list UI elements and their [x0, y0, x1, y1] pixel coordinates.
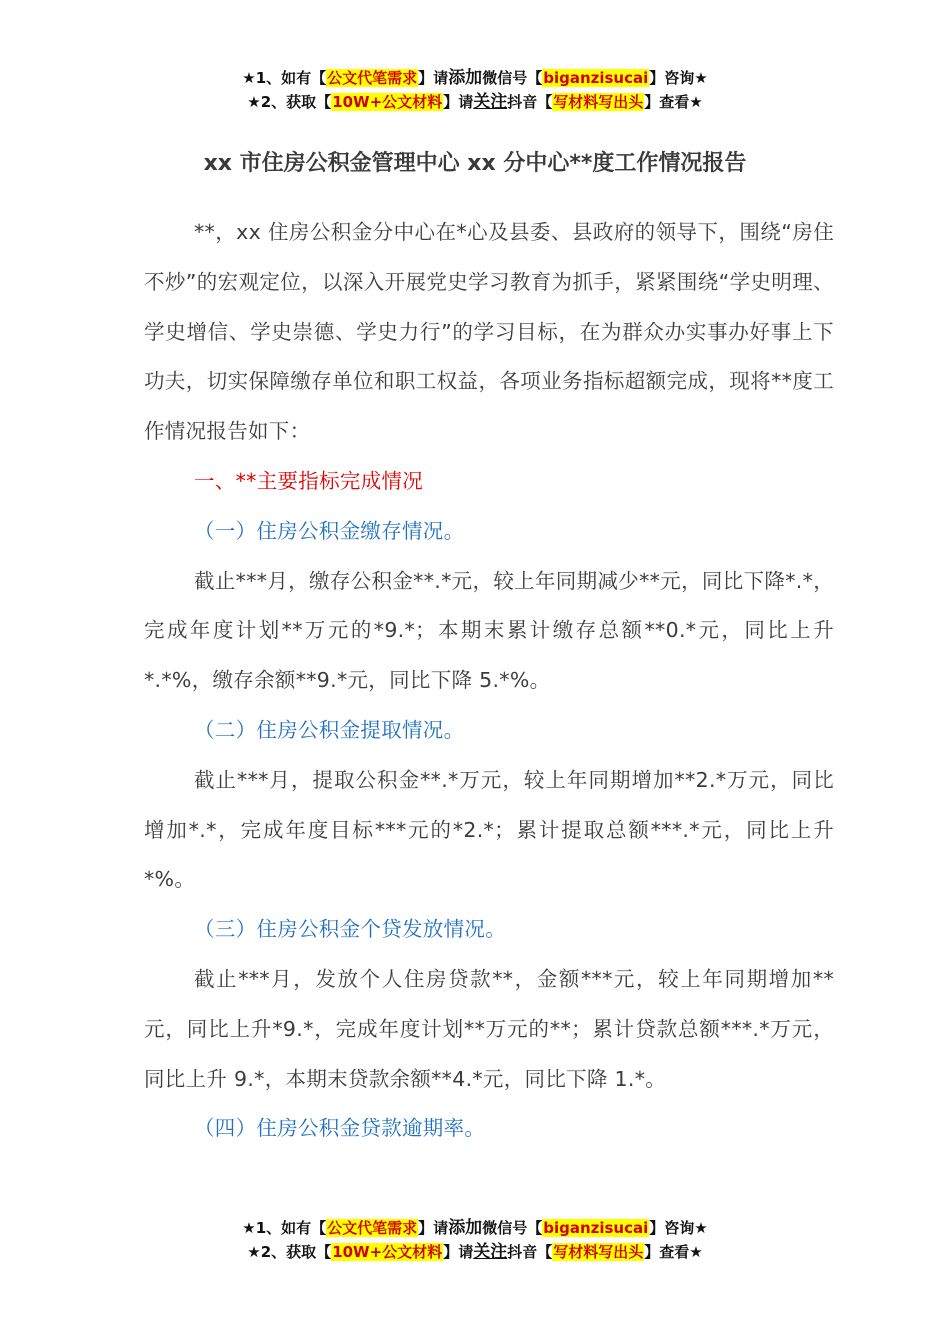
- subsection-heading: （三）住房公积金个贷发放情况。: [194, 917, 506, 942]
- promo-text: 微信号【: [482, 69, 543, 87]
- promo-text: ★1、如有【: [242, 1219, 327, 1237]
- document-title: xx 市住房公积金管理中心 xx 分中心**度工作情况报告: [203, 151, 747, 176]
- subsection-heading: （四）住房公积金贷款逾期率。: [194, 1116, 486, 1141]
- body-paragraph: 截止***月，发放个人住房贷款**，金额***元，较上年同期增加**元，同比上升*9.*，完成年度计划**万元的**；累计贷款总额***.*万元，同比上升 9.*，本期末贷款余额**4.*元，同比下降 1.*。: [144, 966, 834, 1091]
- body-paragraph: 截止***月，提取公积金**.*万元，较上年同期增加**2.*万元，同比增加*.*，完成年度目标***元的*2.*；累计提取总额***.*元，同比上升*%。: [144, 767, 834, 892]
- promo-highlight: 公文代笔需求: [327, 1219, 418, 1237]
- promo-text: 】查看★: [644, 93, 703, 111]
- promo-emphasis: 添加: [448, 68, 483, 88]
- subsection-heading: （二）住房公积金提取情况。: [194, 717, 465, 742]
- promo-highlight: biganzisucai: [543, 1219, 649, 1237]
- promo-line-2: [0, 90, 950, 114]
- promo-highlight: 10W+公文材料: [332, 1243, 443, 1261]
- promo-text: 】请: [443, 1243, 474, 1261]
- promo-text: 微信号【: [482, 1219, 543, 1237]
- promo-emphasis: 添加: [448, 1218, 483, 1238]
- promo-text: 】请: [418, 69, 449, 87]
- promo-text: 】请: [443, 93, 474, 111]
- promo-highlight: 写材料写出头: [553, 93, 644, 111]
- promo-text: 抖音【: [507, 1243, 553, 1261]
- intro-paragraph: **，xx 住房公积金分中心在*心及县委、县政府的领导下，围绕“房住不炒”的宏观定位，以深入开展党史学习教育为抓手，紧紧围绕“学史明理、学史增信、学史崇德、学史力行”的学习目标，在为群众办实事办好事上下功夫，切实保障缴存单位和职工权益，各项业务指标超额完成，现将**度工作情况报告如下：: [144, 220, 834, 444]
- section-heading: 一、**主要指标完成情况: [194, 468, 424, 493]
- promo-text: 】查看★: [644, 1243, 703, 1261]
- promo-line-1: [0, 66, 950, 90]
- promo-text: 】咨询★: [649, 69, 708, 87]
- promo-banner-top: [0, 66, 950, 114]
- promo-text: 抖音【: [507, 93, 553, 111]
- promo-highlight: biganzisucai: [543, 69, 649, 87]
- promo-line-2: [0, 1240, 950, 1264]
- promo-text: ★2、获取【: [247, 93, 332, 111]
- promo-line-1: [0, 1216, 950, 1240]
- promo-emphasis: 关注: [473, 1242, 508, 1262]
- promo-highlight: 10W+公文材料: [332, 93, 443, 111]
- promo-text: 】咨询★: [649, 1219, 708, 1237]
- body-paragraph: 截止***月，缴存公积金**.*元，较上年同期减少**元，同比下降*.*，完成年度计划**万元的*9.*；本期末累计缴存总额**0.*元，同比上升*.*%，缴存余额**9.*元，同比下降 5.*%。: [144, 568, 834, 693]
- promo-text: ★1、如有【: [242, 69, 327, 87]
- promo-text: 】请: [418, 1219, 449, 1237]
- promo-emphasis: 关注: [473, 92, 508, 112]
- promo-banner-bottom: [0, 1216, 950, 1264]
- promo-highlight: 写材料写出头: [553, 1243, 644, 1261]
- promo-text: ★2、获取【: [247, 1243, 332, 1261]
- subsection-heading: （一）住房公积金缴存情况。: [194, 518, 465, 543]
- document-body: [144, 208, 834, 1154]
- promo-highlight: 公文代笔需求: [327, 69, 418, 87]
